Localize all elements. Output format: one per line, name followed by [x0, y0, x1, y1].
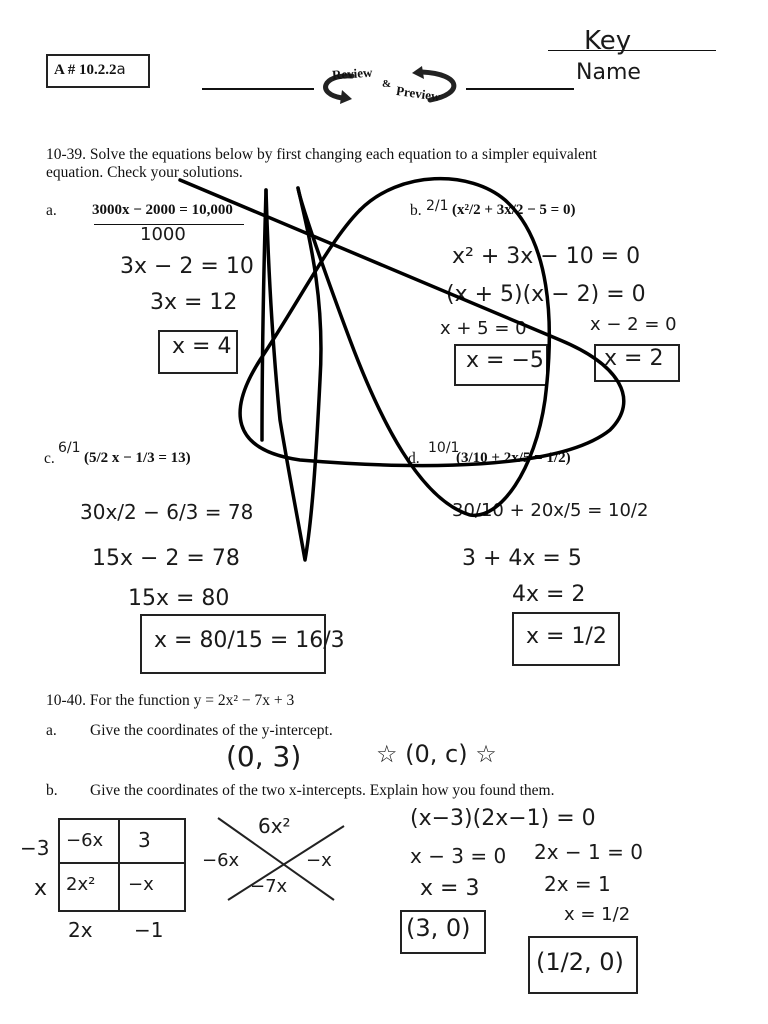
left-step-1: x − 3 = 0	[410, 844, 507, 868]
right-step-2: 2x = 1	[544, 872, 611, 896]
p1039-c-multiplier: 6/1	[58, 440, 81, 456]
p1039-b-label: b.	[410, 202, 422, 219]
logo-review: Review	[331, 64, 373, 83]
name-label-handwritten: Name	[576, 60, 641, 85]
p1039-b-work-2: (x + 5)(x − 2) = 0	[446, 282, 646, 307]
p1040-a-label: a.	[46, 722, 57, 739]
answer-2: (1/2, 0)	[536, 948, 624, 976]
rect-cell: −6x	[60, 820, 120, 864]
p1039-c-label: c.	[44, 450, 55, 467]
p1039-prompt-line2: equation. Check your solutions.	[46, 164, 243, 181]
p1039-b-equation: (x²/2 + 3x/2 − 5 = 0)	[452, 202, 576, 218]
scribble-stroke-4	[262, 190, 266, 440]
p1040-b-question: Give the coordinates of the two x-intercepts. Explain how you found them.	[90, 782, 555, 799]
left-step-2: x = 3	[420, 876, 480, 901]
scribble-stroke-1	[180, 180, 624, 466]
p1040-a-note: ☆ (0, c) ☆	[376, 740, 497, 768]
p1039-b-work-3: x + 5 = 0	[440, 318, 527, 339]
p1039-a-work-1: 1000	[140, 224, 186, 245]
right-step-3: x = 1/2	[564, 904, 631, 925]
answer-1: (3, 0)	[406, 914, 471, 942]
diamond-right: −x	[306, 850, 332, 871]
p1039-d-label: d.	[408, 450, 420, 467]
logo-preview: Preview	[395, 82, 442, 105]
p1039-d-equation: (3/10 + 2x/5 = 1/2)	[456, 450, 571, 466]
p1040-prompt: 10-40. For the function y = 2x² − 7x + 3	[46, 692, 295, 709]
rect-bottom-label-1: 2x	[68, 918, 93, 942]
p1040-a-answer: (0, 3)	[226, 740, 302, 773]
assignment-id-text: A # 10.2.2	[54, 62, 117, 78]
p1039-b-answer-2: x = 2	[604, 346, 664, 371]
rect-left-label-2: x	[34, 876, 48, 901]
rect-cell: 2x²	[60, 864, 120, 910]
right-step-1: 2x − 1 = 0	[534, 840, 643, 864]
factored-equation: (x−3)(2x−1) = 0	[410, 806, 596, 831]
p1039-d-answer: x = 1/2	[526, 624, 607, 649]
rect-bottom-label-2: −1	[134, 918, 164, 942]
p1039-c-work-2: 15x − 2 = 78	[92, 546, 240, 571]
rect-left-label-1: −3	[20, 836, 50, 860]
assignment-suffix: a	[116, 60, 126, 78]
diamond-top: 6x²	[258, 814, 291, 838]
p1039-d-work-1: 30/10 + 20x/5 = 10/2	[452, 500, 649, 521]
diamond-left: −6x	[202, 850, 240, 871]
p1039-d-work-2: 3 + 4x = 5	[462, 546, 582, 571]
name-handwritten: Key	[584, 26, 632, 56]
p1040-b-label: b.	[46, 782, 58, 799]
p1039-c-work-1: 30x/2 − 6/3 = 78	[80, 500, 254, 524]
p1039-b-work-4: x − 2 = 0	[590, 314, 677, 335]
logo-ampersand: &	[382, 78, 392, 90]
p1039-b-work-1: x² + 3x − 10 = 0	[452, 244, 641, 269]
p1039-b-multiplier: 2/1	[426, 198, 449, 214]
p1039-c-answer: x = 80/15 = 16/3	[154, 628, 345, 653]
p1039-a-equation: 3000x − 2000 = 10,000	[92, 202, 233, 218]
p1039-a-label: a.	[46, 202, 57, 219]
p1039-a-answer: x = 4	[172, 334, 232, 359]
p1039-c-equation: (5/2 x − 1/3 = 13)	[84, 450, 191, 466]
rect-cell: 3	[120, 820, 184, 864]
p1039-prompt-line1: 10-39. Solve the equations below by first changing each equation to a simpler equivalent	[46, 146, 597, 163]
p1039-d-work-3: 4x = 2	[512, 582, 586, 607]
p1039-a-work-3: 3x = 12	[150, 290, 238, 315]
p1040-a-question: Give the coordinates of the y-intercept.	[90, 722, 333, 739]
p1039-a-work-2: 3x − 2 = 10	[120, 254, 254, 279]
p1039-d-multiplier: 10/1	[428, 440, 460, 456]
p1039-b-answer-1: x = −5	[466, 348, 544, 373]
p1039-c-work-3: 15x = 80	[128, 586, 230, 611]
rect-cell: −x	[128, 874, 154, 895]
diamond-bottom: −7x	[250, 876, 288, 897]
scribble-stroke-3	[266, 188, 321, 560]
